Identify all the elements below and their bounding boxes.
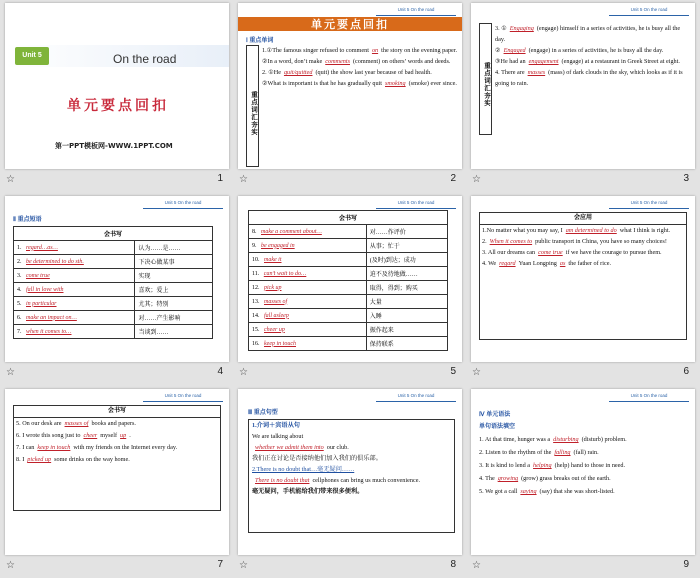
unit-header: Unit 5 On the road	[143, 200, 223, 209]
slide-thumb-6[interactable]	[468, 193, 700, 385]
slide-number: 4	[217, 366, 223, 377]
star-icon[interactable]: ☆	[239, 174, 248, 185]
phrase-table: 会书写 8. make a comment about… 对……作评价 9. be engaged in 从事；忙于 10. make it (及时)到达；成功 11. can’t wait to do… 迫不及待地做…… 12. pick up 取得，得到；购买 13. masses of 大量 14. fall asleep 入睡 15. cheer up 振作起来 16. keep in touch 保持联系	[248, 210, 448, 351]
unit-header: Unit 5 On the road	[609, 393, 689, 402]
unit-header: Unit 5 On the road	[376, 200, 456, 209]
unit-header: Unit 5 On the road	[143, 393, 223, 402]
star-icon[interactable]: ☆	[6, 174, 15, 185]
unit-badge: Unit 5	[15, 47, 49, 65]
slide-number: 8	[450, 559, 456, 570]
slide-title: On the road	[113, 52, 177, 66]
star-icon[interactable]: ☆	[6, 367, 15, 378]
slide-8	[238, 389, 462, 555]
slide-7	[5, 389, 229, 555]
sub-label: 单句语法填空	[479, 424, 516, 430]
slide-thumb-8[interactable]	[235, 386, 468, 578]
site-text: 第一PPT模板网-WWW.1PPT.COM	[55, 142, 173, 150]
star-icon[interactable]: ☆	[472, 174, 481, 185]
unit-header: Unit 5 On the road	[609, 7, 689, 16]
slide-6	[471, 196, 695, 362]
slide-number: 5	[450, 366, 456, 377]
subtitle: 单元要点回扣	[67, 98, 169, 114]
section-label: Ⅳ 单元语法	[479, 412, 511, 418]
slide-thumb-4[interactable]	[2, 193, 235, 385]
section-label: Ⅱ 重点短语	[13, 217, 42, 223]
content: 3. ① Engaging (engage) himself in a series of activities, he is busy all the day. ② Engaged (engage) in a series of activities, he is busy all the day. ③He had an engagement (engage) at a restaurant in Greek Street at eight. 4. There are masses (mass) of dark clouds in the sky, which looks as if it is going to rain.	[495, 25, 683, 87]
slide-thumb-9[interactable]	[468, 386, 700, 578]
unit-header: Unit 5 On the road	[376, 393, 456, 402]
slide-thumb-7[interactable]	[2, 386, 235, 578]
star-icon[interactable]: ☆	[239, 560, 248, 571]
slide-5	[238, 196, 462, 362]
slide-1	[5, 3, 229, 169]
pattern-box: 1.介词＋宾语从句 We are talking about whether we admit them into our club. 我们正在讨论是否接纳他们加入我们的俱乐部。 2.There is no doubt that…毫无疑问…… There is no doubt that cellphones can bring us much convenience. 毫无疑问，手机能给我们带来很多便利。	[248, 419, 455, 533]
section-label: Ⅲ 重点句型	[248, 410, 278, 416]
section-label: Ⅰ 重点单词	[246, 38, 274, 44]
table-box: 会书写 5. On our desk are masses of books and papers. 6. I wrote this song just to cheer myself up . 7. I can keep in touch with my friends on the Internet every day. 8. I picked up some drinks on the way home.	[13, 405, 221, 511]
slide-thumb-5[interactable]	[235, 193, 468, 385]
star-icon[interactable]: ☆	[6, 560, 15, 571]
table-box: 会应用 1.No matter what you may say, I am determined to do what I think is right. 2. When it comes to public transport in China, you have so many choices! 3. All our dreams can come true if we have the courage to pursue them. 4. We regard Yuan Longping as the father of rice.	[479, 212, 687, 340]
slide-number: 6	[683, 366, 689, 377]
phrase-table: 会书写 1. regard…as… 认为……是…… 2. be determined to do sth. 下决心做某事 3. come true 实现 4. fall in love with 喜欢；爱上 5. in particular 尤其；特别 6. make an impact on… 对……产生影响 7. when it comes to… 当谈到……	[13, 226, 213, 339]
slide-number: 2	[450, 173, 456, 184]
content: 1. At that time, hunger was a disturbing (disturb) problem. 2. Listen to the rhythm of the falling (fall) rain. 3. It is kind to lend a helping (help) hand to those in need. 4. The growing (grow) grass breaks out of the earth. 5. We got a call saying (say) that she was short-listed.	[479, 436, 627, 495]
slide-9	[471, 389, 695, 555]
slide-thumb-2[interactable]	[235, 0, 468, 192]
unit-header: Unit 5 On the road	[376, 7, 456, 16]
slide-3	[471, 3, 695, 169]
slide-4	[5, 196, 229, 362]
content: 1.①The famous singer refused to comment on the story on the evening paper. ②In a word, don’t make comments (comment) on others’ words and deeds. 2. ①He quit/quitted (quit) the show last year because of bad health. ②What is important is that he has gradually quit smoking (smoke) ever since.	[262, 47, 458, 87]
unit-header: Unit 5 On the road	[609, 200, 689, 209]
slide-thumb-1[interactable]	[2, 0, 235, 192]
slide-2	[238, 3, 462, 169]
slide-thumb-3[interactable]	[468, 0, 700, 192]
slide-title: 单元要点回扣	[311, 18, 389, 31]
slide-number: 9	[683, 559, 689, 570]
slide-number: 3	[683, 173, 689, 184]
slide-number: 7	[217, 559, 223, 570]
vertical-label: 重点词汇夯实	[479, 23, 492, 135]
vertical-label: 重点词汇夯实	[246, 45, 259, 167]
slide-number: 1	[217, 173, 223, 184]
star-icon[interactable]: ☆	[472, 560, 481, 571]
star-icon[interactable]: ☆	[472, 367, 481, 378]
star-icon[interactable]: ☆	[239, 367, 248, 378]
